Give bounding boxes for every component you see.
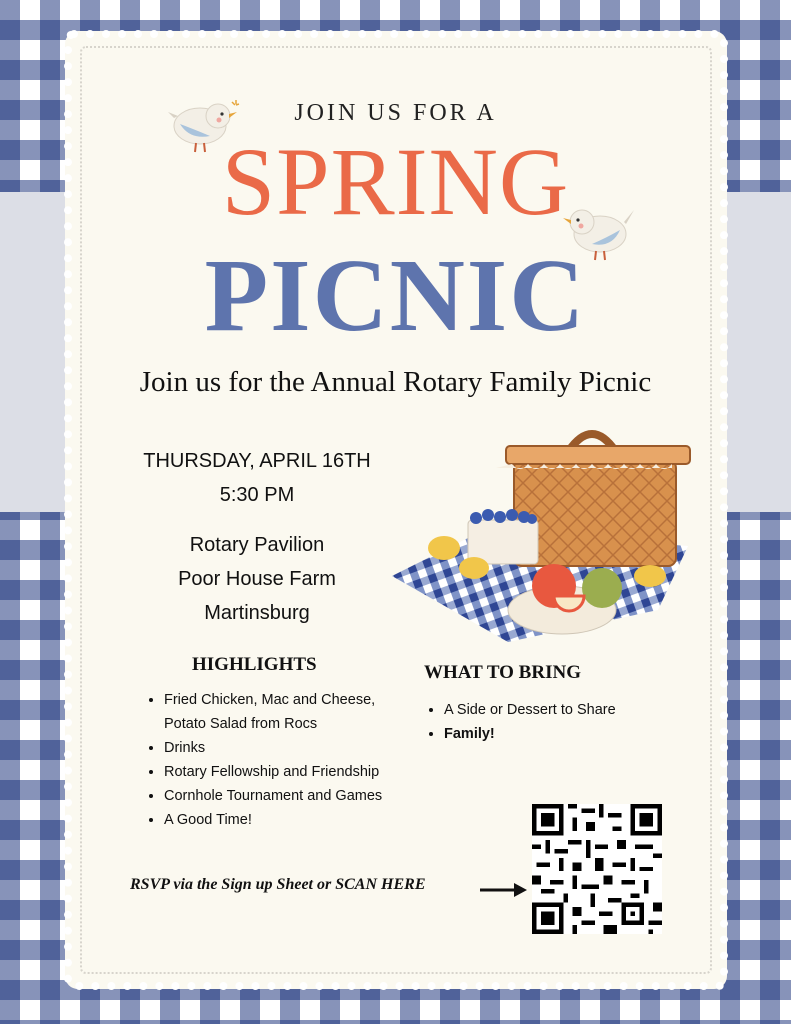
list-item: • A Good Time! (164, 808, 444, 832)
list-item: • Fried Chicken, Mac and Cheese, Potato Salad from Rocs (164, 688, 404, 736)
location-line: Poor House Farm (178, 568, 336, 590)
list-item: • A Side or Dessert to Share (444, 698, 704, 722)
subtitle: Join us for the Annual Rotary Family Picnic (139, 366, 652, 398)
highlights-list (146, 688, 444, 832)
list-item: • Rotary Fellowship and Friendship (164, 760, 444, 784)
location-line: Martinsburg (204, 602, 310, 624)
event-time: 5:30 PM (219, 484, 295, 506)
picnic-basket-illustration (388, 420, 694, 646)
location-line: Rotary Pavilion (189, 534, 325, 556)
list-item: • Drinks (164, 736, 444, 760)
bring-heading: WHAT TO BRING (424, 662, 581, 683)
title-picnic: PICNIC (204, 238, 587, 353)
intro-text: JOIN US FOR A (294, 100, 497, 126)
rsvp-text: RSVP via the Sign up Sheet or SCAN HERE (130, 876, 426, 893)
arrow-right-icon (480, 882, 528, 898)
highlights-heading: HIGHLIGHTS (192, 654, 317, 675)
list-item: • Family! (444, 722, 704, 746)
list-item: • Cornhole Tournament and Games (164, 784, 444, 808)
event-date: THURSDAY, APRIL 16TH (143, 450, 371, 472)
qr-code[interactable] (532, 804, 662, 934)
bring-list (426, 698, 704, 746)
title-spring: SPRING (221, 128, 570, 235)
